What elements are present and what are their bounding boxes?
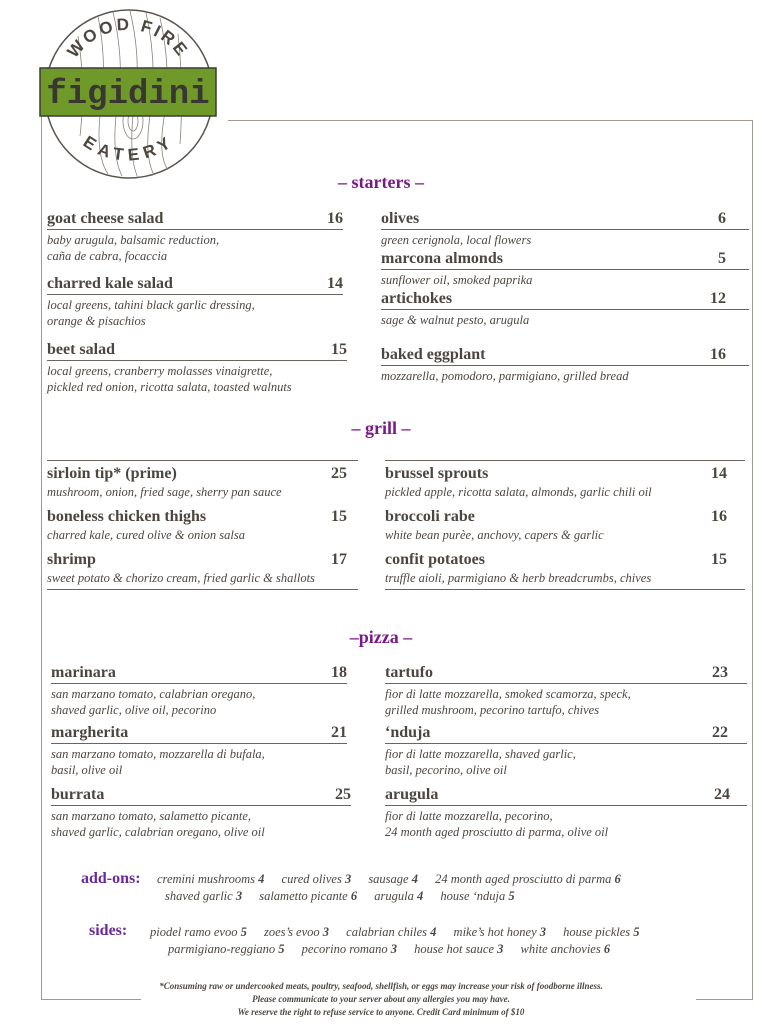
menu-item: [381, 346, 726, 384]
item-description: fior di latte mozzarella, smoked scamorza, speck, grilled mushroom, pecorino tartufo, chives: [385, 687, 631, 717]
item-price: 22: [712, 724, 728, 741]
item-rule: [385, 805, 747, 806]
item-name: ‘nduja: [385, 724, 431, 741]
item-price: 15: [331, 341, 347, 358]
menu-item: [381, 290, 726, 328]
item-name: olives: [381, 210, 420, 227]
item-name: confit potatoes: [385, 551, 485, 568]
item-rule: [381, 229, 749, 230]
menu-item: [385, 508, 727, 543]
logo-top-arc-text: WOOD FIRE: [63, 14, 193, 62]
grill-heading: – grill –: [351, 418, 411, 438]
item-rule: [51, 805, 351, 806]
item-price: 12: [710, 290, 726, 307]
item-price: 6: [718, 210, 726, 227]
sides-line-1: piodel ramo evoo 5 zoes’s evoo 3 calabrian chiles 4 mike’s hot honey 3 house pickles 5: [150, 925, 640, 939]
item-description: fior di latte mozzarella, shaved garlic, basil, pecorino, olive oil: [385, 747, 576, 777]
addons-label: add-ons:: [81, 870, 141, 887]
logo-wordmark: figidini: [46, 76, 210, 114]
menu-item: [51, 786, 351, 840]
item-price: 23: [712, 664, 728, 681]
menu-item: [47, 551, 347, 586]
item-description: pickled apple, ricotta salata, almonds, garlic chili oil: [385, 485, 652, 499]
item-price: 18: [331, 664, 347, 681]
frame-right-rule: [752, 120, 753, 1000]
menu-item: [381, 250, 726, 288]
item-price: 5: [718, 250, 726, 267]
sides-line-2: parmigiano-reggiano 5 pecorino romano 3 house hot sauce 3 white anchovies 6: [168, 942, 611, 956]
item-description: charred kale, cured olive & onion salsa: [47, 528, 245, 542]
item-name: sirloin tip* (prime): [47, 465, 177, 482]
item-rule: [381, 309, 749, 310]
item-rule: [47, 229, 343, 230]
item-price: 21: [331, 724, 347, 741]
menu-item: [385, 786, 730, 840]
item-price: 14: [327, 275, 343, 292]
pizza-heading: –pizza –: [349, 627, 413, 647]
item-name: charred kale salad: [47, 275, 173, 292]
menu-item: [385, 551, 727, 586]
item-price: 24: [714, 786, 730, 803]
item-description: truffle aioli, parmigiano & herb breadcrumbs, chives: [385, 571, 652, 585]
menu-item: [47, 210, 343, 264]
allergy-footnote: *Consuming raw or undercooked meats, poultry, seafood, shellfish, or eggs may increase your risk of foodborne illness. Please communicate to your server about any allergies you may have. We reserve the right to refuse service to anyone. Credit Card minimum of $10: [159, 981, 603, 1017]
addons-line-1: cremini mushrooms 4 cured olives 3 sausage 4 24 month aged prosciutto di parma 6: [157, 872, 621, 886]
menu-item: [47, 465, 347, 500]
item-name: arugula: [385, 786, 439, 803]
item-rule: [381, 365, 749, 366]
grill-bottom-rule-right: [385, 589, 745, 590]
item-name: goat cheese salad: [47, 210, 164, 227]
item-name: burrata: [51, 786, 105, 803]
item-rule: [51, 743, 347, 744]
menu-item: [47, 275, 343, 329]
item-description: mushroom, onion, fried sage, sherry pan sauce: [47, 485, 282, 499]
item-description: green cerignola, local flowers: [381, 233, 532, 247]
menu-item: [47, 341, 347, 395]
item-name: baked eggplant: [381, 346, 486, 363]
item-description: white bean purѐe, anchovy, capers & garlic: [385, 528, 604, 542]
item-description: san marzano tomato, calabrian oregano, shaved garlic, olive oil, pecorino: [51, 687, 256, 717]
item-rule: [385, 743, 747, 744]
item-description: sweet potato & chorizo cream, fried garlic & shallots: [47, 571, 315, 585]
frame-left-rule: [41, 112, 42, 1000]
grill-top-rule-right: [385, 460, 745, 461]
grill-bottom-rule-left: [47, 589, 358, 590]
item-rule: [47, 294, 343, 295]
item-price: 16: [711, 508, 727, 525]
item-price: 14: [711, 465, 727, 482]
item-name: tartufo: [385, 664, 433, 681]
figidini-logo: [38, 6, 220, 182]
item-price: 25: [335, 786, 351, 803]
logo-bottom-arc-text: EATERY: [79, 132, 177, 165]
item-price: 17: [331, 551, 347, 568]
item-price: 15: [331, 508, 347, 525]
menu-item: [51, 664, 347, 718]
item-name: marcona almonds: [381, 250, 503, 267]
item-description: sage & walnut pesto, arugula: [381, 313, 530, 327]
menu-item: [385, 724, 728, 778]
item-description: baby arugula, balsamic reduction, caña de cabra, focaccia: [47, 233, 220, 263]
item-rule: [47, 360, 347, 361]
menu-item: [47, 508, 347, 543]
item-name: boneless chicken thighs: [47, 508, 207, 525]
item-description: local greens, cranberry molasses vinaigrette, pickled red onion, ricotta salata, toasted walnuts: [47, 364, 292, 394]
item-rule: [385, 683, 747, 684]
menu-item: [385, 465, 727, 500]
sides-label: sides:: [89, 922, 128, 939]
item-description: fior di latte mozzarella, pecorino, 24 month aged prosciutto di parma, olive oil: [385, 809, 609, 839]
item-name: margherita: [51, 724, 129, 741]
frame-top-rule: [228, 120, 753, 121]
item-description: sunflower oil, smoked paprika: [381, 273, 533, 287]
item-name: broccoli rabe: [385, 508, 475, 525]
item-name: beet salad: [47, 341, 115, 358]
item-price: 15: [711, 551, 727, 568]
item-price: 16: [710, 346, 726, 363]
item-description: local greens, tahini black garlic dressing, orange & pisachios: [47, 298, 255, 328]
grill-top-rule-left: [47, 460, 358, 461]
menu-item: [385, 664, 728, 718]
addons-line-2: shaved garlic 3 salametto picante 6 arugula 4 house ‘nduja 5: [165, 889, 515, 903]
item-rule: [51, 683, 347, 684]
item-name: brussel sprouts: [385, 465, 489, 482]
menu-item: [381, 210, 726, 248]
item-description: san marzano tomato, mozzarella di bufala, basil, olive oil: [51, 747, 265, 777]
item-name: shrimp: [47, 551, 96, 568]
item-price: 25: [331, 465, 347, 482]
item-rule: [381, 269, 749, 270]
item-description: mozzarella, pomodoro, parmigiano, grilled bread: [381, 369, 629, 383]
starters-heading: – starters –: [338, 172, 424, 192]
menu-item: [51, 724, 347, 778]
item-description: san marzano tomato, salametto picante, shaved garlic, calabrian oregano, olive oil: [51, 809, 265, 839]
item-name: marinara: [51, 664, 116, 681]
item-name: artichokes: [381, 290, 453, 307]
item-price: 16: [327, 210, 343, 227]
